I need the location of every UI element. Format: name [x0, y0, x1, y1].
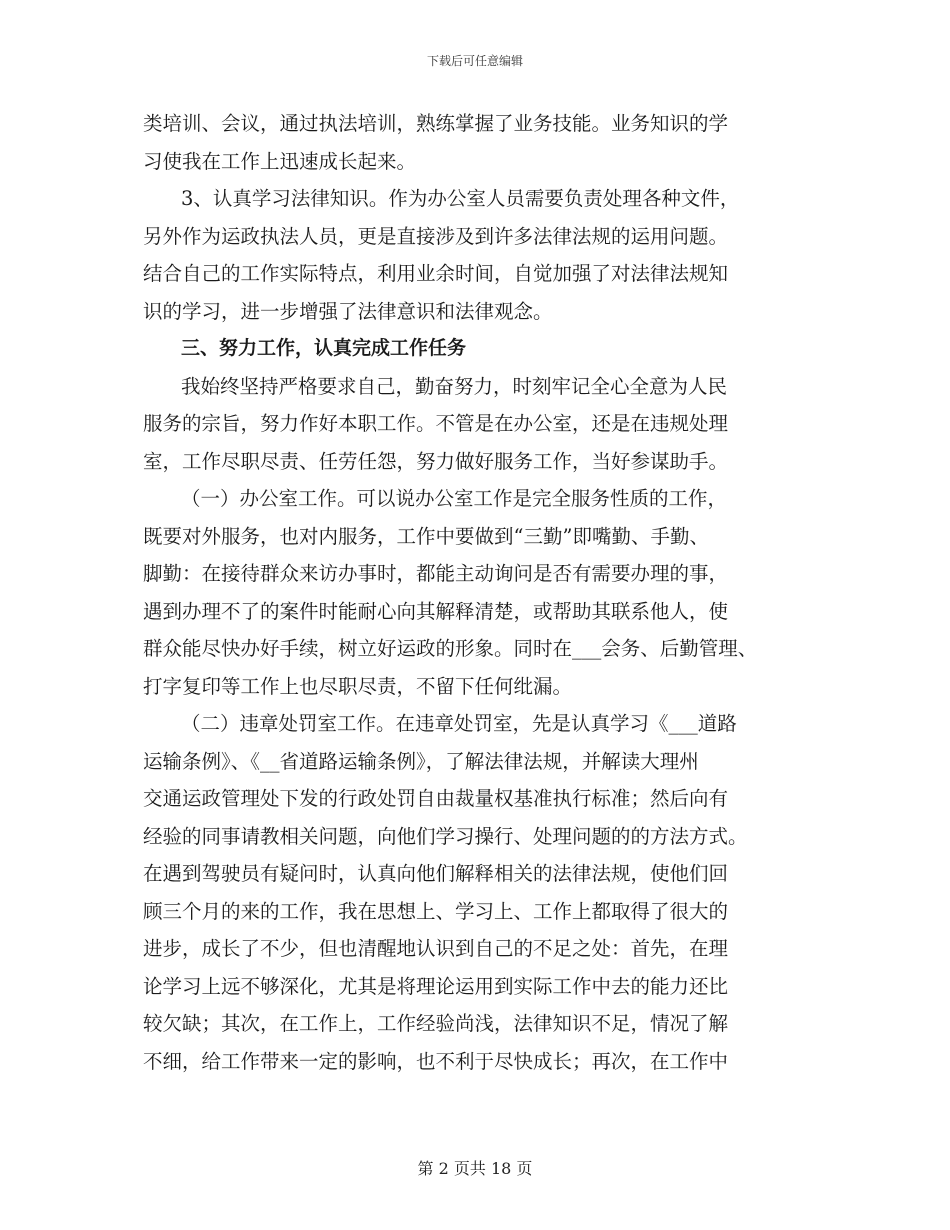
text-line: 既要对外服务，也对内服务，工作中要做到“三勤”即嘴勤、手勤、	[143, 524, 709, 548]
text-line: 群众能尽快办好手续，树立好运政的形象。同时在___会务、后勤管理、	[143, 637, 758, 660]
section-heading: 三、努力工作，认真完成工作任务	[181, 337, 467, 359]
text-line: 习使我在工作上迅速成长起来。	[143, 149, 417, 173]
text-line: 论学习上远不够深化，尤其是将理论运用到实际工作中去的能力还比	[143, 974, 729, 998]
text-line: 识的学习，进一步增强了法律意识和法律观念。	[143, 299, 553, 323]
text-line: 顾三个月的来的工作，我在思想上、学习上、工作上都取得了很大的	[143, 899, 729, 923]
text-line: 运输条例》、《__省道路运输条例》，了解法律法规，并解读大理州	[143, 749, 699, 773]
page-footer: 第 2 页共 18 页	[417, 1159, 533, 1178]
text-line: 另外作为运政执法人员，更是直接涉及到许多法律法规的运用问题。	[143, 224, 729, 248]
text-line: 脚勤：在接待群众来访办事时，都能主动询问是否有需要办理的事，	[143, 562, 729, 585]
text-line: 不细，给工作带来一定的影响，也不利于尽快成长；再次，在工作中	[143, 1049, 729, 1073]
text-line: （二）违章处罚室工作。在违章处罚室，先是认真学习《___道路	[181, 712, 737, 735]
text-line: 进步，成长了不少，但也清醒地认识到自己的不足之处：首先，在理	[143, 937, 729, 960]
text-line: 类培训、会议，通过执法培训，熟练掌握了业务技能。业务知识的学	[143, 112, 729, 135]
text-line: 遇到办理不了的案件时能耐心向其解释清楚，或帮助其联系他人，使	[143, 599, 729, 623]
text-line: 较欠缺；其次，在工作上，工作经验尚浅，法律知识不足，情况了解	[143, 1012, 729, 1035]
text-line: 室，工作尽职尽责、任劳任怨，努力做好服务工作，当好参谋助手。	[143, 449, 729, 473]
text-line: 3、认真学习法律知识。作为办公室人员需要负责处理各种文件，	[181, 187, 740, 210]
page-header: 下载后可任意编辑	[426, 54, 523, 68]
text-line: 打字复印等工作上也尽职尽责，不留下任何纰漏。	[143, 674, 573, 698]
text-line: 服务的宗旨，努力作好本职工作。不管是在办公室，还是在违规处理	[143, 412, 729, 435]
document-body	[143, 105, 823, 1080]
text-line: 我始终坚持严格要求自己，勤奋努力，时刻牢记全心全意为人民	[181, 374, 728, 398]
text-line: 经验的同事请教相关问题，向他们学习操行、处理问题的的方法方式。	[143, 824, 748, 848]
text-line: 在遇到驾驶员有疑问时，认真向他们解释相关的法律法规，使他们回	[143, 862, 729, 885]
text-line: （一）办公室工作。可以说办公室工作是完全服务性质的工作，	[181, 487, 728, 510]
text-line: 交通运政管理处下发的行政处罚自由裁量权基准执行标准；然后向有	[143, 787, 729, 810]
text-line: 结合自己的工作实际特点，利用业余时间，自觉加强了对法律法规知	[143, 262, 729, 285]
